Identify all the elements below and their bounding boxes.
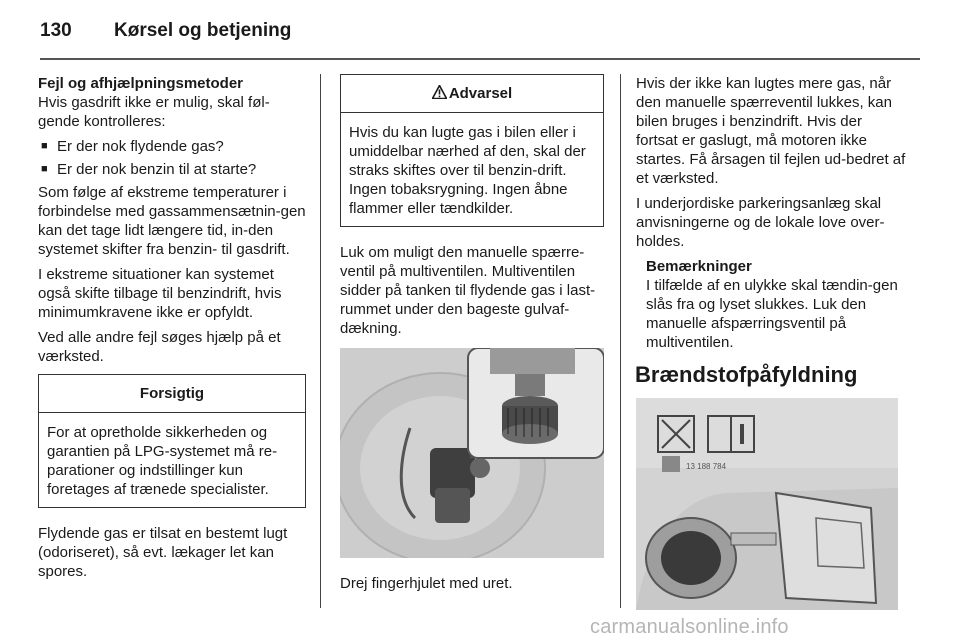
image-caption: Drej fingerhjulet med uret. (340, 575, 513, 592)
list-item-text: Er der nok flydende gas? (57, 138, 224, 155)
bullet-square-icon: ■ (41, 163, 48, 175)
column-middle (340, 74, 604, 599)
header-divider (40, 58, 920, 60)
page-number: 130 (40, 20, 72, 41)
list-item-text: Er der nok benzin til at starte? (57, 161, 257, 178)
column-divider-2 (620, 74, 621, 608)
multivalve-drawing (340, 348, 604, 558)
note-block (636, 257, 906, 352)
label-code: 13 188 784 (686, 462, 727, 471)
warning-header (341, 75, 603, 113)
note-body: I tilfælde af en ulykke skal tændin-gen slås fra og lyset slukkes. Luk den manuelle afspærringsventil på multiventilen. (646, 277, 898, 351)
page-header (40, 16, 920, 50)
section-heading: Fejl og afhjælpningsmetoder (38, 75, 244, 92)
paragraph: Hvis der ikke kan lugtes mere gas, når den manuelle spærreventil lukkes, kan bilen bruges i benzindrift. Hvis der fortsat er gaslugt, må motoren ikke startes. Få årsagen til fejlen ud-bedret af et værksted. (636, 75, 906, 187)
caution-box (38, 374, 306, 508)
paragraph: I ekstreme situationer kan systemet også skifte tilbage til benzindrift, hvis minimumkravene ikke er opfyldt. (38, 266, 282, 321)
multivalve-illustration (340, 348, 604, 558)
paragraph: I underjordiske parkeringsanlæg skal anvisningerne og de lokale love over-holdes. (636, 195, 885, 250)
watermark: carmanualsonline.info (590, 616, 789, 638)
paragraph: Flydende gas er tilsat en bestemt lugt (odoriseret), så evt. lækager let kan spores. (38, 525, 288, 580)
column-right (636, 74, 906, 610)
warning-triangle-icon (432, 85, 447, 99)
bullet-square-icon: ■ (41, 140, 48, 152)
column-divider-1 (320, 74, 321, 608)
paragraph: Ved alle andre fejl søges hjælp på et værksted. (38, 329, 281, 365)
warning-body: Hvis du kan lugte gas i bilen eller i umiddelbar nærhed af den, skal der straks skiftes over til benzin-drift. Ingen tobaksrygning. Ingen åbne flammer eller tændkilder. (349, 124, 586, 217)
section-title: Brændstofpåfyldning (635, 362, 858, 387)
warning-box (340, 74, 604, 227)
paragraph: Som følge af ekstreme temperaturer i forbindelse med gassammensætnin-gen kan det tage lidt længere tid, in-den systemet skifter fra benzin- til gasdrift. (38, 184, 306, 258)
column-left (38, 74, 306, 587)
note-title: Bemærkninger (646, 258, 752, 275)
paragraph: Luk om muligt den manuelle spærre-ventil på multiventilen. Multiventilen sidder på tanken til flydende gas i last-rummet under den bageste gulvaf-dækning. (340, 244, 596, 337)
chapter-title: Kørsel og betjening (114, 20, 292, 41)
caution-body: For at opretholde sikkerheden og garantien på LPG-systemet må re-parationer og indstillinger kun foretages af trænede specialister. (47, 424, 278, 498)
intro-paragraph: Hvis gasdrift ikke er mulig, skal føl-gende kontrolleres: (38, 94, 270, 130)
list-item (38, 137, 306, 156)
warning-title: Advarsel (448, 85, 513, 102)
caution-title: Forsigtig (39, 375, 305, 413)
fuel-flap-illustration (636, 398, 898, 610)
fuel-flap-drawing (636, 398, 898, 610)
list-item (38, 160, 306, 179)
